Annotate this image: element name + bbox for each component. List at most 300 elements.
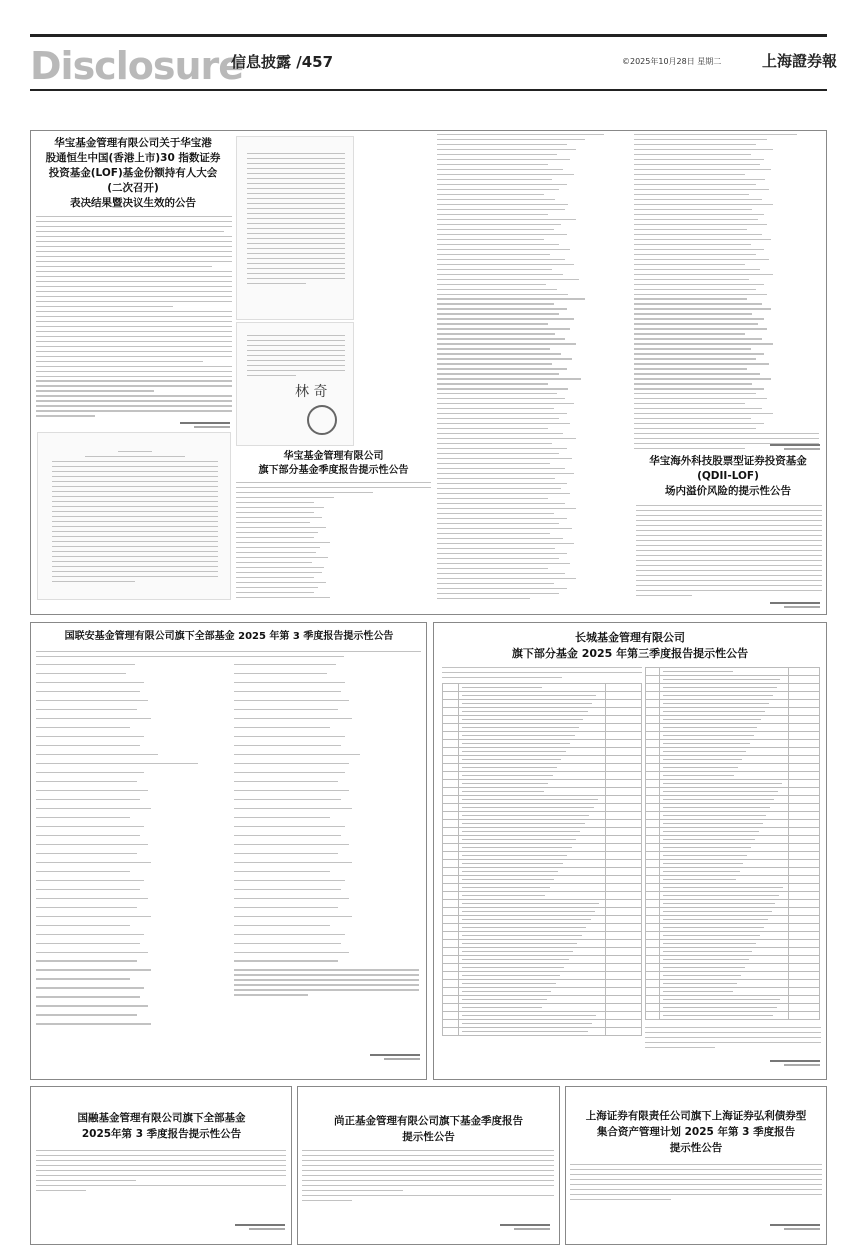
table-cell <box>646 980 660 988</box>
table-cell <box>606 900 642 908</box>
table-cell <box>606 820 642 828</box>
notice-c3-title-1: 上海证券有限责任公司旗下上海证券弘利债券型 <box>585 1110 807 1122</box>
table-cell <box>788 844 819 852</box>
table-cell <box>443 1020 459 1028</box>
notarial-certificate-image <box>37 432 231 600</box>
notary-signature: 林 奇 <box>295 384 328 400</box>
notice-a3-title-2: (QDII-LOF) <box>697 470 759 482</box>
table-cell <box>458 844 605 852</box>
table-row <box>443 700 642 708</box>
table-cell <box>606 812 642 820</box>
table-cell <box>788 932 819 940</box>
table-row <box>443 796 642 804</box>
table-row <box>443 780 642 788</box>
table-row <box>646 772 820 780</box>
notice-b2-closing <box>645 1027 821 1052</box>
table-cell <box>659 780 788 788</box>
notice-a3-footer <box>740 600 820 608</box>
table-cell <box>646 692 660 700</box>
table-cell <box>788 828 819 836</box>
notice-c2-title-1: 尚正基金管理有限公司旗下基金季度报告 <box>334 1115 523 1127</box>
table-cell <box>606 956 642 964</box>
table-cell <box>606 884 642 892</box>
table-cell <box>458 900 605 908</box>
table-cell <box>458 780 605 788</box>
table-cell <box>443 780 459 788</box>
table-cell <box>788 892 819 900</box>
table-row <box>646 756 820 764</box>
table-row <box>443 940 642 948</box>
table-row <box>646 804 820 812</box>
table-cell <box>606 844 642 852</box>
table-cell <box>458 1012 605 1020</box>
table-cell <box>458 868 605 876</box>
notice-a2-title-2: 旗下部分基金季度报告提示性公告 <box>258 465 409 476</box>
table-row <box>443 876 642 884</box>
table-cell <box>606 932 642 940</box>
notice-b1-list-left <box>36 664 216 1032</box>
table-row <box>646 988 820 996</box>
table-row <box>443 924 642 932</box>
table-cell <box>646 852 660 860</box>
table-cell <box>659 940 788 948</box>
table-row <box>646 892 820 900</box>
table-cell <box>458 708 605 716</box>
table-cell <box>646 732 660 740</box>
table-cell <box>458 948 605 956</box>
table-cell <box>606 828 642 836</box>
table-cell <box>443 836 459 844</box>
notice-b1-intro <box>36 651 421 661</box>
table-row <box>443 708 642 716</box>
notice-c2-footer <box>470 1222 550 1230</box>
notice-b2-intro <box>442 667 642 682</box>
table-cell <box>659 796 788 804</box>
table-row <box>646 932 820 940</box>
table-row <box>443 844 642 852</box>
table-cell <box>443 916 459 924</box>
table-cell <box>443 820 459 828</box>
table-cell <box>458 748 605 756</box>
table-cell <box>606 1004 642 1012</box>
table-cell <box>443 844 459 852</box>
table-cell <box>659 724 788 732</box>
table-cell <box>443 964 459 972</box>
table-cell <box>606 868 642 876</box>
table-cell <box>788 740 819 748</box>
table-cell <box>443 996 459 1004</box>
table-row <box>443 764 642 772</box>
table-cell <box>458 788 605 796</box>
table-cell <box>443 924 459 932</box>
table-cell <box>646 828 660 836</box>
table-cell <box>458 884 605 892</box>
table-cell <box>659 860 788 868</box>
fund-table-left <box>442 683 642 1036</box>
table-cell <box>606 724 642 732</box>
table-cell <box>659 804 788 812</box>
table-cell <box>659 756 788 764</box>
table-row <box>646 820 820 828</box>
table-cell <box>788 772 819 780</box>
table-cell <box>606 836 642 844</box>
table-cell <box>659 916 788 924</box>
table-row <box>646 740 820 748</box>
table-row <box>646 788 820 796</box>
table-cell <box>788 732 819 740</box>
table-cell <box>646 988 660 996</box>
table-cell <box>458 860 605 868</box>
table-cell <box>443 804 459 812</box>
table-cell <box>646 676 660 684</box>
table-cell <box>443 1004 459 1012</box>
table-cell <box>646 796 660 804</box>
table-cell <box>659 876 788 884</box>
notice-c1 <box>34 1110 289 1142</box>
table-cell <box>788 924 819 932</box>
table-cell <box>788 868 819 876</box>
table-cell <box>646 868 660 876</box>
table-row <box>443 692 642 700</box>
table-row <box>443 1020 642 1028</box>
table-cell <box>606 684 642 692</box>
table-cell <box>443 788 459 796</box>
table-cell <box>646 892 660 900</box>
table-cell <box>788 676 819 684</box>
table-cell <box>659 764 788 772</box>
fund-list-column-2 <box>634 134 819 453</box>
table-cell <box>788 916 819 924</box>
table-cell <box>646 812 660 820</box>
table-cell <box>659 772 788 780</box>
notice-a1-title-3: 投资基金(LOF)基金份额持有人大会 <box>48 167 218 179</box>
table-cell <box>606 988 642 996</box>
table-row <box>646 924 820 932</box>
table-cell <box>458 812 605 820</box>
table-cell <box>646 756 660 764</box>
table-cell <box>646 836 660 844</box>
table-row <box>443 812 642 820</box>
table-cell <box>458 1020 605 1028</box>
table-cell <box>646 1012 660 1020</box>
table-cell <box>788 908 819 916</box>
table-row <box>646 764 820 772</box>
table-row <box>646 668 820 676</box>
notice-b1-title: 国联安基金管理有限公司旗下全部基金 2025 年第 3 季度报告提示性公告 <box>64 631 394 642</box>
table-cell <box>443 796 459 804</box>
table-row <box>646 940 820 948</box>
table-cell <box>443 852 459 860</box>
table-cell <box>646 932 660 940</box>
table-cell <box>458 972 605 980</box>
table-cell <box>458 980 605 988</box>
table-cell <box>659 684 788 692</box>
table-cell <box>788 804 819 812</box>
table-cell <box>458 828 605 836</box>
table-row <box>646 852 820 860</box>
table-cell <box>646 740 660 748</box>
table-cell <box>646 772 660 780</box>
notice-a3 <box>634 454 822 499</box>
table-cell <box>646 884 660 892</box>
table-row <box>646 828 820 836</box>
table-cell <box>606 916 642 924</box>
table-cell <box>443 940 459 948</box>
table-cell <box>788 780 819 788</box>
notice-a1 <box>33 136 233 211</box>
notice-b2-title-2: 旗下部分基金 2025 年第三季度报告提示性公告 <box>511 647 749 660</box>
table-cell <box>443 884 459 892</box>
table-cell <box>646 844 660 852</box>
table-cell <box>458 1028 605 1036</box>
table-cell <box>659 892 788 900</box>
table-cell <box>443 1012 459 1020</box>
table-row <box>646 964 820 972</box>
table-cell <box>659 676 788 684</box>
notice-c3-footer <box>740 1222 820 1230</box>
table-cell <box>788 940 819 948</box>
fund-list-column-1 <box>437 134 622 603</box>
table-cell <box>606 764 642 772</box>
table-row <box>646 876 820 884</box>
table-cell <box>659 924 788 932</box>
table-cell <box>646 940 660 948</box>
table-cell <box>443 956 459 964</box>
table-cell <box>606 860 642 868</box>
table-cell <box>443 828 459 836</box>
table-cell <box>646 820 660 828</box>
table-row <box>646 716 820 724</box>
table-cell <box>646 788 660 796</box>
notice-b1-list-right <box>234 664 419 999</box>
table-row <box>646 900 820 908</box>
table-row <box>443 836 642 844</box>
notice-a2-title-1: 华宝基金管理有限公司 <box>283 451 384 462</box>
table-cell <box>788 820 819 828</box>
table-row <box>646 732 820 740</box>
table-cell <box>443 812 459 820</box>
table-row <box>443 916 642 924</box>
table-cell <box>458 940 605 948</box>
table-cell <box>606 740 642 748</box>
notice-c1-footer <box>205 1222 285 1230</box>
notice-c1-body <box>36 1150 286 1195</box>
table-cell <box>443 948 459 956</box>
table-cell <box>788 884 819 892</box>
table-row <box>443 852 642 860</box>
table-row <box>646 812 820 820</box>
notice-a3-title-1: 华宝海外科技股票型证券投资基金 <box>649 455 807 467</box>
newspaper-name: 上海證券報 <box>762 52 838 70</box>
table-cell <box>659 980 788 988</box>
notice-a1-footer <box>150 420 230 428</box>
table-cell <box>646 972 660 980</box>
table-cell <box>443 716 459 724</box>
table-cell <box>659 852 788 860</box>
table-cell <box>659 820 788 828</box>
table-cell <box>646 996 660 1004</box>
table-row <box>646 1004 820 1012</box>
table-cell <box>788 692 819 700</box>
table-cell <box>646 700 660 708</box>
notice-b2-footer <box>740 1058 820 1066</box>
table-cell <box>788 836 819 844</box>
table-cell <box>646 780 660 788</box>
table-cell <box>659 748 788 756</box>
header-rule <box>30 89 827 91</box>
table-row <box>443 804 642 812</box>
table-cell <box>606 908 642 916</box>
notice-a2-footer <box>740 442 820 450</box>
table-cell <box>646 964 660 972</box>
table-cell <box>646 956 660 964</box>
table-cell <box>646 916 660 924</box>
table-row <box>646 996 820 1004</box>
table-cell <box>788 796 819 804</box>
table-cell <box>443 980 459 988</box>
table-row <box>646 972 820 980</box>
table-cell <box>606 1020 642 1028</box>
table-cell <box>659 996 788 1004</box>
table-cell <box>443 748 459 756</box>
table-cell <box>458 988 605 996</box>
table-cell <box>458 892 605 900</box>
table-cell <box>458 916 605 924</box>
table-cell <box>443 756 459 764</box>
table-row <box>646 700 820 708</box>
table-cell <box>443 988 459 996</box>
table-cell <box>788 764 819 772</box>
notice-b2-title-1: 长城基金管理有限公司 <box>575 631 685 644</box>
table-cell <box>646 764 660 772</box>
table-cell <box>606 852 642 860</box>
table-cell <box>606 804 642 812</box>
table-row <box>646 948 820 956</box>
table-cell <box>458 956 605 964</box>
table-row <box>443 716 642 724</box>
table-row <box>646 884 820 892</box>
table-row <box>646 980 820 988</box>
table-row <box>443 732 642 740</box>
table-cell <box>646 876 660 884</box>
table-cell <box>606 708 642 716</box>
table-cell <box>458 796 605 804</box>
table-row <box>443 724 642 732</box>
notice-a1-title-4: (二次召开) <box>107 182 159 194</box>
table-row <box>443 908 642 916</box>
table-cell <box>646 908 660 916</box>
dateline: ©2025年10月28日 星期二 <box>622 57 722 66</box>
table-row <box>443 884 642 892</box>
table-cell <box>606 748 642 756</box>
table-cell <box>606 780 642 788</box>
table-row <box>443 956 642 964</box>
table-row <box>646 1012 820 1020</box>
table-cell <box>788 724 819 732</box>
table-cell <box>659 740 788 748</box>
table-row <box>443 988 642 996</box>
table-row <box>646 796 820 804</box>
table-cell <box>788 948 819 956</box>
table-cell <box>443 876 459 884</box>
table-cell <box>646 708 660 716</box>
notice-a1-title-1: 华宝基金管理有限公司关于华宝港 <box>54 137 212 149</box>
table-cell <box>788 996 819 1004</box>
table-cell <box>788 852 819 860</box>
table-row <box>646 844 820 852</box>
table-cell <box>646 684 660 692</box>
table-cell <box>606 940 642 948</box>
table-cell <box>659 692 788 700</box>
table-cell <box>606 924 642 932</box>
table-cell <box>788 980 819 988</box>
table-cell <box>788 756 819 764</box>
table-cell <box>606 756 642 764</box>
table-row <box>443 1004 642 1012</box>
table-cell <box>659 956 788 964</box>
table-cell <box>606 876 642 884</box>
notarial-document-image-1 <box>236 136 354 320</box>
table-row <box>443 892 642 900</box>
table-cell <box>458 908 605 916</box>
table-row <box>646 836 820 844</box>
notice-a1-body <box>36 216 232 420</box>
notice-c3-title-2: 集合资产管理计划 2025 年第 3 季度报告 <box>596 1126 796 1138</box>
table-cell <box>606 972 642 980</box>
table-row <box>443 828 642 836</box>
table-cell <box>443 692 459 700</box>
table-cell <box>788 1012 819 1020</box>
table-cell <box>458 804 605 812</box>
table-cell <box>443 1028 459 1036</box>
table-row <box>646 956 820 964</box>
fund-table-right <box>645 667 820 1020</box>
table-cell <box>606 772 642 780</box>
table-cell <box>458 692 605 700</box>
table-cell <box>659 828 788 836</box>
table-cell <box>788 788 819 796</box>
table-cell <box>606 1012 642 1020</box>
table-cell <box>443 764 459 772</box>
table-cell <box>659 988 788 996</box>
table-cell <box>659 972 788 980</box>
table-row <box>646 692 820 700</box>
table-cell <box>788 812 819 820</box>
table-cell <box>443 900 459 908</box>
table-row <box>443 756 642 764</box>
table-cell <box>443 860 459 868</box>
table-cell <box>443 868 459 876</box>
table-cell <box>646 716 660 724</box>
table-cell <box>659 812 788 820</box>
notice-a1-title-5: 表决结果暨决议生效的公告 <box>70 197 196 209</box>
table-row <box>443 868 642 876</box>
brand-wordmark: Disclosure <box>30 44 244 88</box>
table-row <box>443 1028 642 1036</box>
notice-c3-body <box>570 1164 822 1204</box>
table-cell <box>788 900 819 908</box>
table-cell <box>659 884 788 892</box>
table-cell <box>788 1004 819 1012</box>
table-cell <box>458 772 605 780</box>
table-cell <box>788 708 819 716</box>
table-cell <box>659 948 788 956</box>
table-row <box>443 820 642 828</box>
table-cell <box>606 964 642 972</box>
table-cell <box>788 972 819 980</box>
table-cell <box>646 860 660 868</box>
table-cell <box>659 1004 788 1012</box>
